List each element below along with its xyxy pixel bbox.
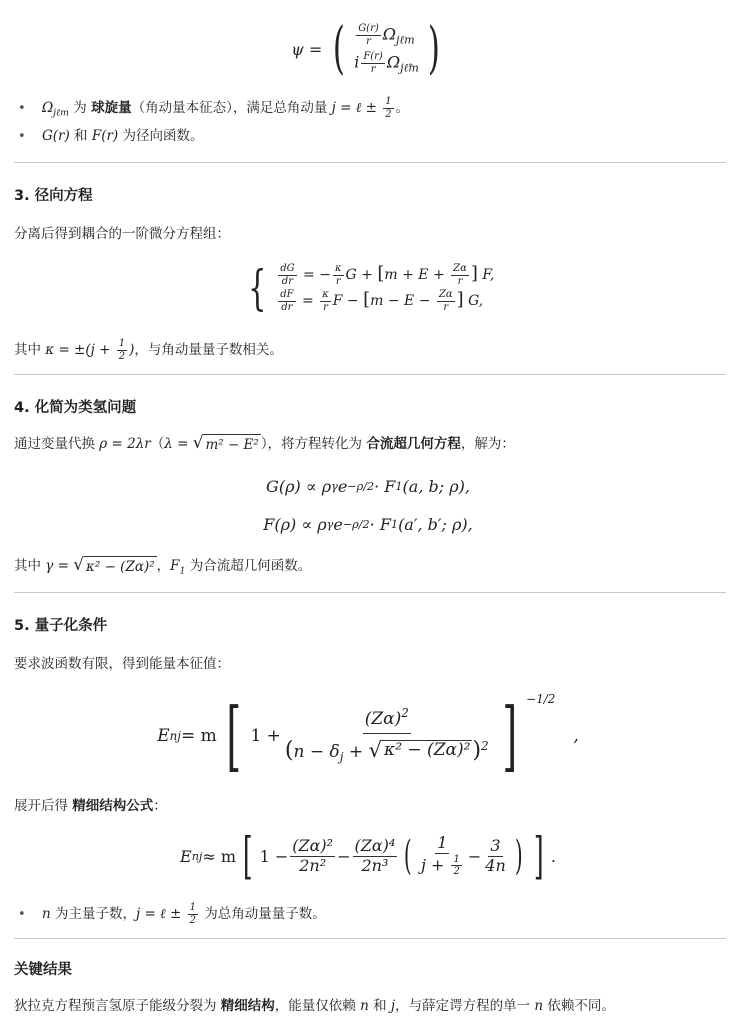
section4-lead: 通过变量代换 ρ = 2λr（λ = √ m² − E² ），将方程转化为 合流超几何方程，解为： xyxy=(14,432,515,453)
paren-open: ( xyxy=(333,16,346,81)
bullet-quantum-numbers: • n 为主量子数，j = ℓ ± $\frac{1}{2}$ 为总角动量量子数。 xyxy=(18,902,326,926)
radial-system xyxy=(0,258,736,318)
system-rows xyxy=(276,263,494,313)
divider xyxy=(14,374,726,375)
section5-lead: 要求波函数有限，得到能量本征值： xyxy=(14,656,230,672)
section4-heading: 4. 化简为类氢问题 xyxy=(14,400,137,416)
bracket-open: [ xyxy=(226,691,242,780)
bullet-radial: • G(r) 和 F(r) 为径向函数。 xyxy=(18,126,204,147)
section3-lead: 分离后得到耦合的一阶微分方程组： xyxy=(14,226,230,242)
section5-lead2: 展开后得 精细结构公式： xyxy=(14,798,167,814)
divider xyxy=(14,938,726,939)
energy-equation: E nj = m [ 1 + $(Z\alpha)^2$ ($n - \delta_j$ + √ κ² − (Zα)² )$^2$ ] −1/2 , xyxy=(157,691,579,780)
fine-structure-equation: E nj ≈ m [ 1 − $\frac{\text{(Zα)²}}{\text{2n²}}$ − $\frac{\text{(Zα)⁴}}{\text{2n³}}$ ( 1 j + $\frac{1}{2}$ − $\frac{3}{4n}$ ) ] . xyxy=(180,827,556,885)
section4-note: 其中 γ = √ κ² − (Zα)² ，$F_1$ 为合流超几何函数。 xyxy=(14,554,312,577)
energy-fraction: $(Z\alpha)^2$ ($n - \delta_j$ + √ κ² − (Zα)² )$^2$ xyxy=(284,705,489,765)
solution-g: G(ρ) ∝ ρ γ e −ρ/2 · F 1 (a, b; ρ), xyxy=(266,476,470,496)
psi-lhs: ψ = xyxy=(291,39,323,59)
solution-f: F(ρ) ∝ ρ γ e −ρ/2 · F 1 (a′, b′; ρ), xyxy=(263,514,473,534)
section5-heading: 5. 量子化条件 xyxy=(14,618,108,634)
spinor-bottom: i $\frac{F(r)}{r}$ $\Omega_{j\ell̃m}$ xyxy=(354,51,419,75)
spinor-top: $\frac{G(r)}{r}$ $\Omega_{j\ell m}$ xyxy=(358,23,415,47)
section3-heading: 3. 径向方程 xyxy=(14,188,93,204)
bullet-spinor: • $\Omega_{j\ell m}$ 为 球旋量（角动量本征态），满足总角动量 j = ℓ ± $\frac{1}{2}$ 。 xyxy=(18,96,409,123)
bracket-close: ] xyxy=(502,691,517,780)
divider xyxy=(14,162,726,163)
psi-equation xyxy=(0,14,736,84)
result-text: 狄拉克方程预言氢原子能级分裂为 精细结构，能量仅依赖 n 和 j，与薛定谔方程的单一 n 依赖不同。 xyxy=(14,998,615,1014)
system-brace: { xyxy=(247,260,267,316)
section3-note: 其中 κ = ±(j + $\frac{1}{2}$ )，与角动量量子数相关。 xyxy=(14,338,283,362)
spinor-column xyxy=(354,23,419,75)
system-row-2: $\frac{dF}{dr}$ = $\frac{\kappa}{r}$ F − [m − E − $\frac{Z\alpha}{r}$ ] G, xyxy=(280,289,484,313)
result-heading: 关键结果 xyxy=(14,962,72,978)
paren-close: ) xyxy=(427,16,440,81)
system-row-1: $\frac{dG}{dr}$ = − $\frac{\kappa}{r}$ G + [m + E + $\frac{Z\alpha}{r}$ ] F, xyxy=(280,263,495,287)
divider xyxy=(14,592,726,593)
